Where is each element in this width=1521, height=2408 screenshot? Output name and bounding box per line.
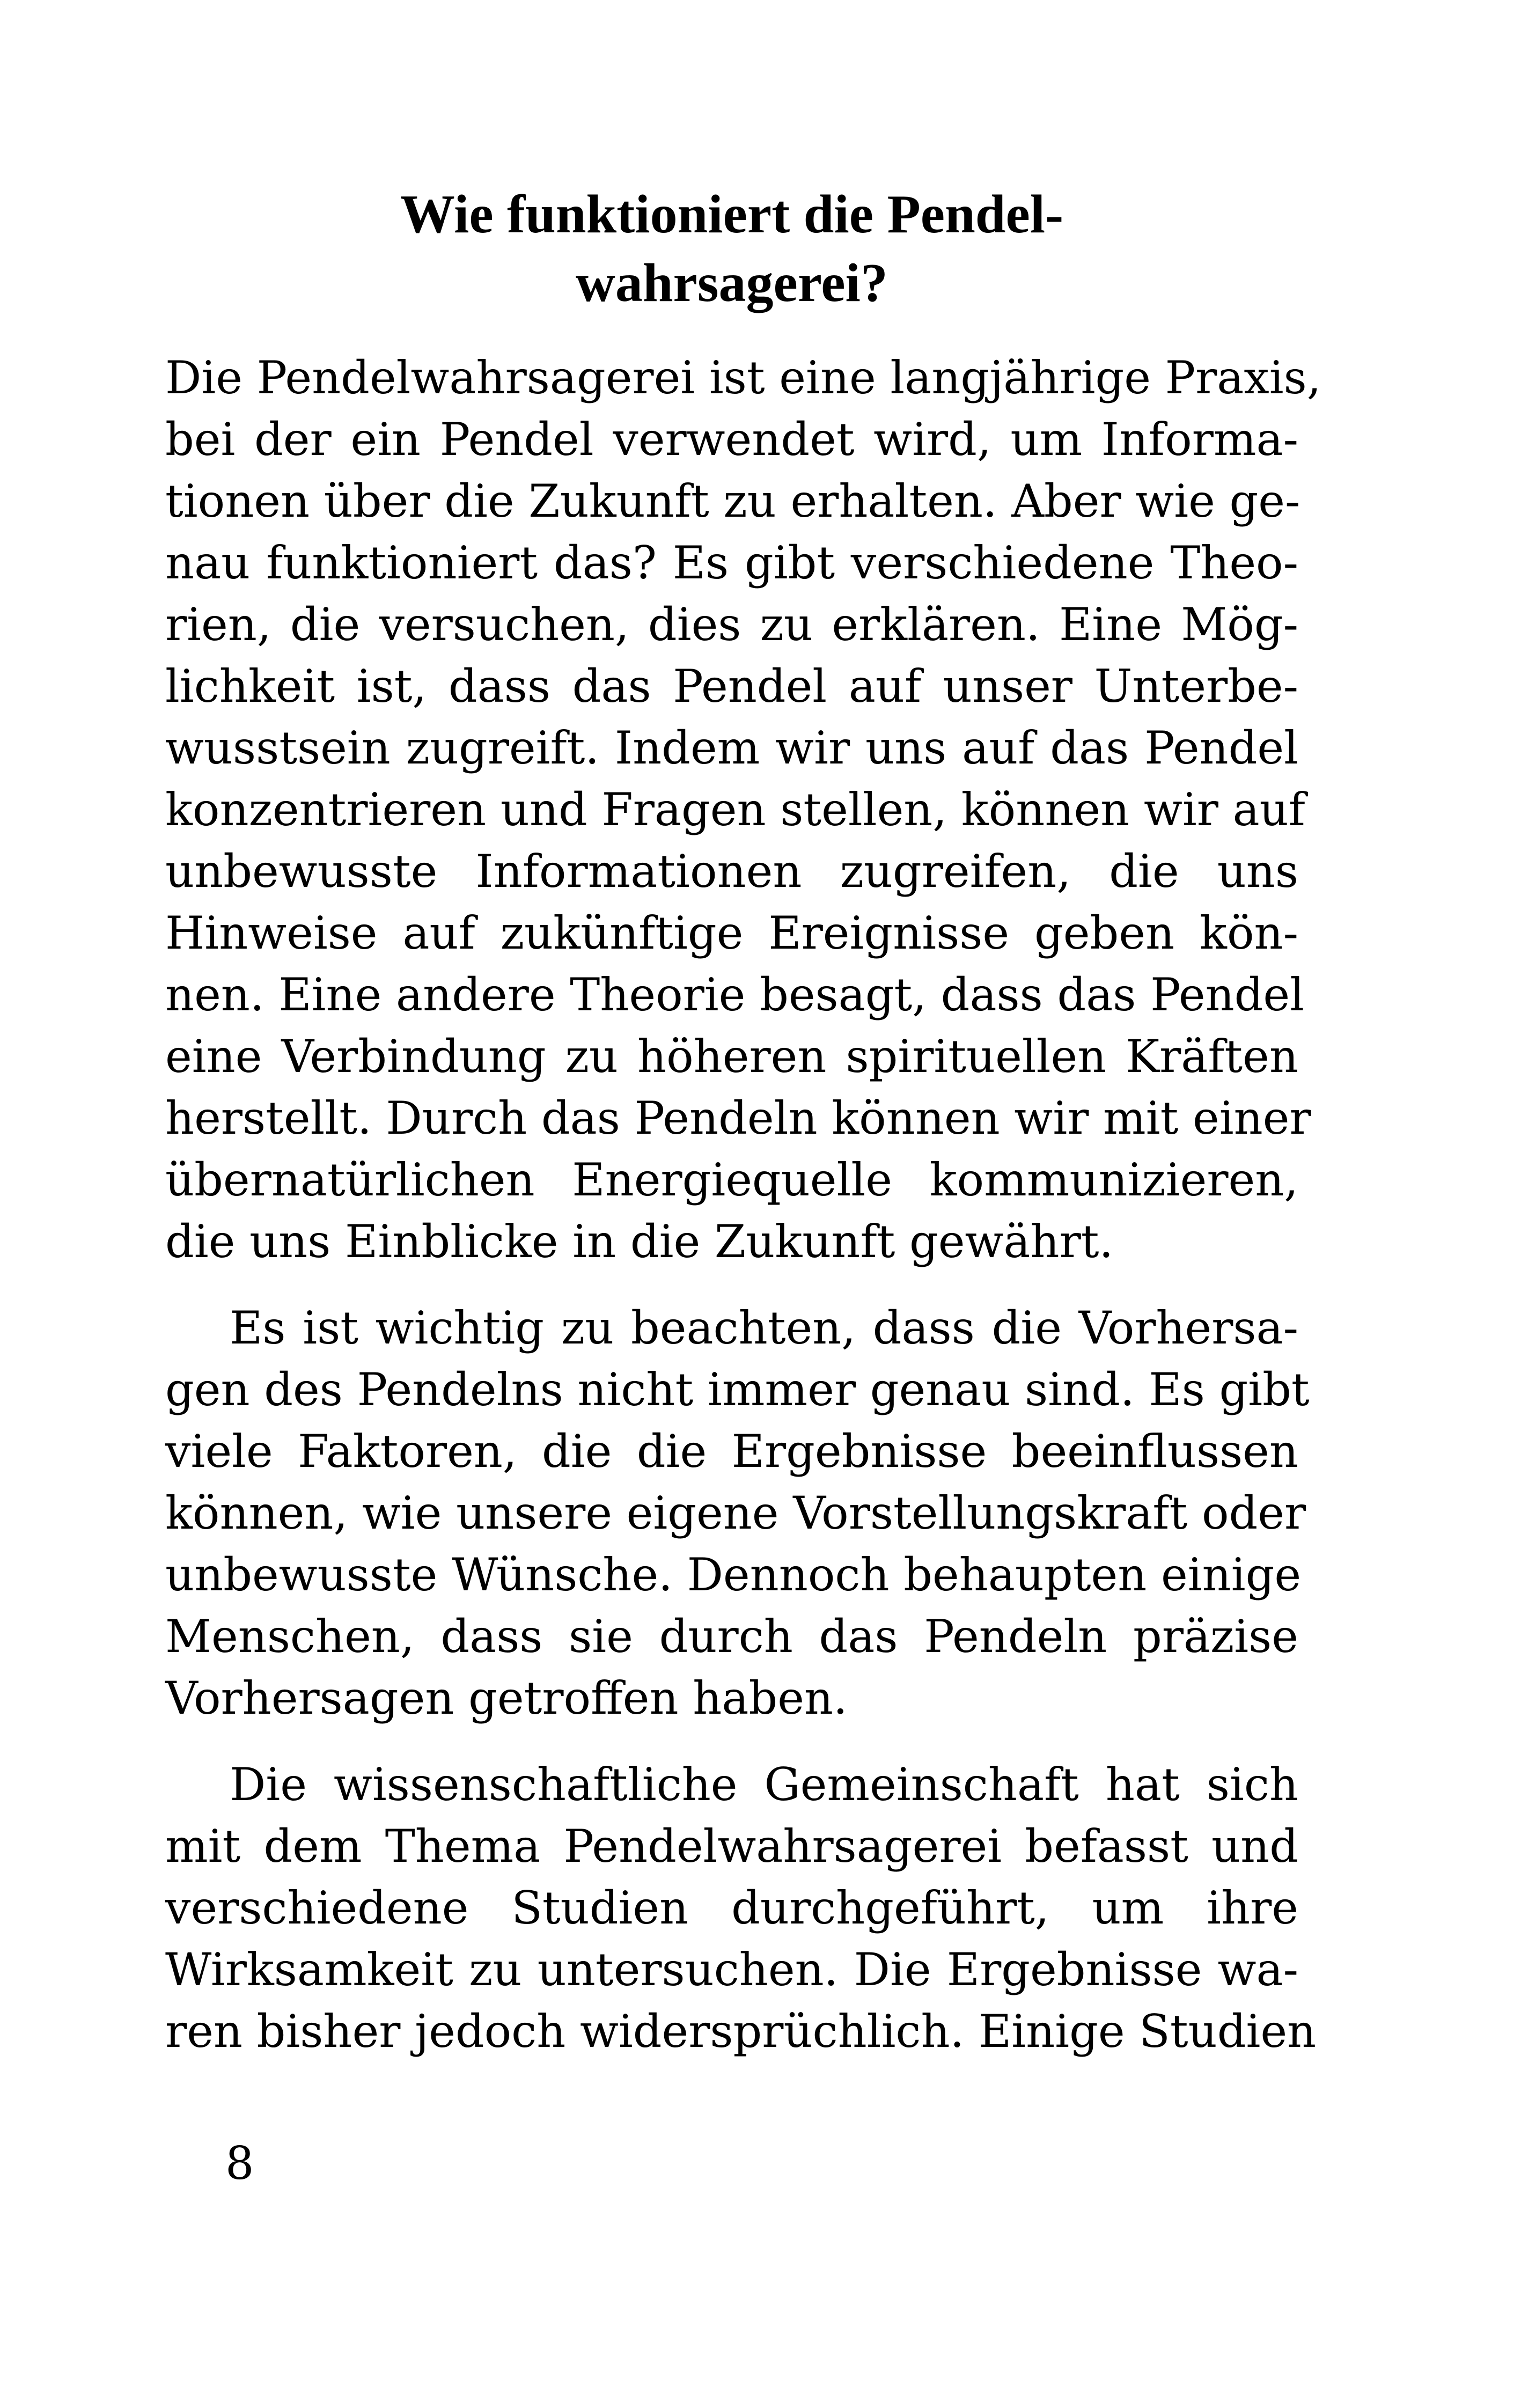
- text-line: herstellt. Durch das Pendeln können wir mit einer: [165, 1092, 1311, 1144]
- text-line: Die wissenschaftliche Gemeinschaft hat sich: [230, 1758, 1298, 1811]
- text-line: tionen über die Zukunft zu erhalten. Aber wie ge-: [165, 475, 1300, 527]
- text-line: lichkeit ist, dass das Pendel auf unser Unterbe-: [165, 660, 1298, 713]
- text-line: eine Verbindung zu höheren spirituellen Kräften: [165, 1030, 1298, 1083]
- text-line: Die Pendelwahrsagerei ist eine langjährige Praxis,: [165, 351, 1321, 404]
- text-line: die uns Einblicke in die Zukunft gewährt.: [165, 1215, 1114, 1268]
- text-line: Es ist wichtig zu beachten, dass die Vorhersa-: [230, 1302, 1298, 1354]
- text-line: können, wie unsere eigene Vorstellungskraft oder: [165, 1487, 1306, 1539]
- text-line: Menschen, dass sie durch das Pendeln präzise: [165, 1610, 1298, 1663]
- text-line: gen des Pendelns nicht immer genau sind. Es gibt: [165, 1363, 1310, 1416]
- chapter-title-line-1: Wie funktioniert die Pendel-: [400, 184, 1064, 245]
- text-line: nau funktioniert das? Es gibt verschiedene Theo-: [165, 537, 1298, 589]
- text-line: Vorhersagen getroffen haben.: [165, 1672, 848, 1724]
- text-line: unbewusste Wünsche. Dennoch behaupten einige: [165, 1548, 1302, 1601]
- text-line: Wirksamkeit zu untersuchen. Die Ergebnisse wa-: [165, 1943, 1298, 1996]
- page-number: 8: [225, 2137, 254, 2190]
- chapter-title-line-2: wahrsagerei?: [576, 253, 888, 313]
- text-line: verschiedene Studien durchgeführt, um ihre: [165, 1882, 1298, 1934]
- text-line: viele Faktoren, die die Ergebnisse beeinflussen: [165, 1425, 1298, 1478]
- text-line: rien, die versuchen, dies zu erklären. Eine Mög-: [165, 598, 1298, 651]
- text-line: übernatürlichen Energiequelle kommunizieren,: [165, 1154, 1298, 1206]
- text-line: nen. Eine andere Theorie besagt, dass das Pendel: [165, 968, 1305, 1021]
- text-line: wusstsein zugreift. Indem wir uns auf das Pendel: [165, 722, 1298, 774]
- text-line: bei der ein Pendel verwendet wird, um Informa-: [165, 413, 1298, 466]
- text-line: mit dem Thema Pendelwahrsagerei befasst und: [165, 1820, 1298, 1873]
- text-line: konzentrieren und Fragen stellen, können wir auf: [165, 783, 1305, 836]
- text-line: Hinweise auf zukünftige Ereignisse geben kön-: [165, 907, 1298, 959]
- text-line: ren bisher jedoch widersprüchlich. Einige Studien: [165, 2005, 1317, 2058]
- text-line: unbewusste Informationen zugreifen, die uns: [165, 845, 1298, 898]
